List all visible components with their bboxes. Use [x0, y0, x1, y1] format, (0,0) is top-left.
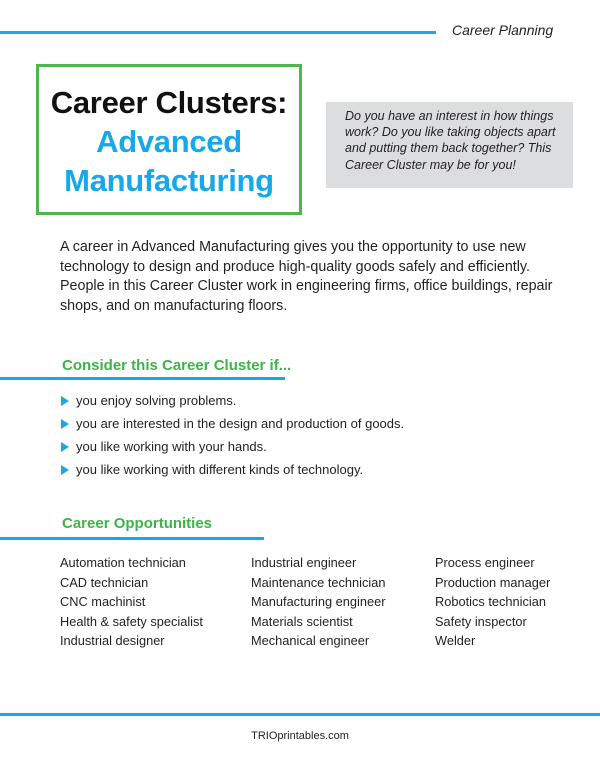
career-item: Process engineer — [435, 555, 535, 570]
career-item: Automation technician — [60, 555, 186, 570]
title-line-2: Advanced — [96, 124, 242, 159]
header-rule — [0, 31, 436, 34]
consider-list — [60, 389, 404, 481]
list-item-text: you enjoy solving problems. — [76, 393, 237, 408]
career-item: Industrial designer — [60, 633, 165, 649]
career-item: Manufacturing engineer — [251, 594, 386, 610]
list-item-text: you like working with different kinds of technology. — [76, 462, 364, 477]
opportunities-column-2 — [251, 553, 385, 651]
opportunities-heading: Career Opportunities — [62, 515, 213, 532]
list-item-text: you are interested in the design and production of goods. — [76, 416, 405, 431]
career-item: Safety inspector — [435, 613, 527, 629]
header-label: Career Planning — [452, 22, 554, 38]
career-item: Welder — [435, 633, 476, 649]
opportunities-column-3 — [435, 553, 550, 651]
career-item: Industrial engineer — [251, 555, 357, 570]
triangle-bullet-icon — [61, 419, 69, 429]
career-item: Production manager — [435, 574, 551, 590]
footer-site: TRIOprintables.com — [251, 730, 349, 742]
career-item: Mechanical engineer — [251, 633, 370, 649]
consider-rule — [0, 377, 285, 380]
career-item: Robotics technician — [435, 594, 546, 610]
career-item: CNC machinist — [60, 594, 146, 610]
list-item — [60, 389, 404, 412]
consider-heading: Consider this Career Cluster if... — [62, 357, 292, 374]
list-item-text: you like working with your hands. — [76, 439, 267, 454]
intro-callout: Do you have an interest in how things work? Do you like taking objects apart and putting them back together? This Career Cluster may be for you! — [326, 102, 573, 188]
description-paragraph: A career in Advanced Manufacturing gives you the opportunity to use new technology to design and produce high-quality goods safely and efficiently. People in this Career Cluster work in engineering firms, office buildings, repair shops, and on manufacturing floors. — [60, 239, 553, 315]
triangle-bullet-icon — [61, 442, 69, 452]
footer-rule — [0, 713, 600, 716]
career-item: Materials scientist — [251, 613, 353, 629]
opportunities-rule — [0, 537, 264, 540]
triangle-bullet-icon — [61, 396, 69, 406]
title-box — [36, 64, 302, 215]
opportunities-column-1 — [60, 553, 203, 651]
list-item — [60, 412, 404, 435]
list-item — [60, 458, 404, 481]
career-item: Health & safety specialist — [60, 613, 203, 629]
title-line-3: Manufacturing — [64, 163, 274, 198]
title-line-1: Career Clusters: — [50, 85, 288, 120]
career-item: Maintenance technician — [251, 574, 386, 590]
list-item — [60, 435, 404, 458]
career-item: CAD technician — [60, 574, 149, 590]
triangle-bullet-icon — [61, 465, 69, 475]
